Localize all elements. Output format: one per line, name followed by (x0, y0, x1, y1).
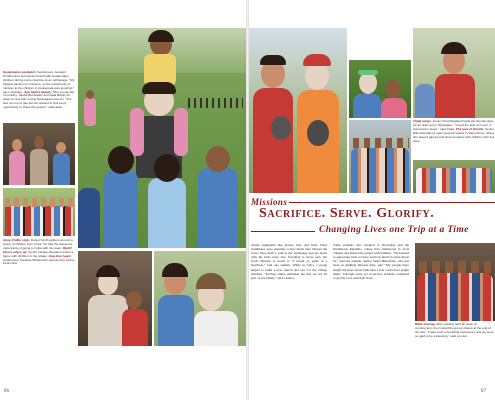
caption-lead: Age before beauty. (24, 89, 52, 94)
headline-rule (289, 202, 495, 203)
photo-hug-left (78, 251, 152, 346)
caption-lead: The love of friends. (455, 126, 485, 131)
caption-text: Daniel Smith gathers around a group of children from Cuba. He had the awesome opportunity of going to Cuba with the team. (3, 239, 73, 250)
article-column-3: Some students also traveled to Nicaragua and the Dominican Republic, where they ministered in local villages and shared the gospel with families. "We learned to appreciate what we have and how much God has given us," said one student. Senior Sasha Benavidez, who has been on multiple mission trips, said "The people there taught me more about faith than I ever could have taught them." Through every act of service, students continued to glorify God with their lives. (333, 243, 409, 280)
figure (271, 116, 291, 140)
main-person (142, 82, 176, 94)
main-person (130, 108, 144, 156)
figure (12, 139, 22, 151)
figure (196, 273, 226, 289)
child-figure (206, 146, 230, 172)
cap-hat (303, 54, 331, 66)
right-page (249, 0, 495, 400)
figure (9, 151, 25, 185)
photo-kids-sharing (349, 120, 411, 193)
section-label: Missions (251, 197, 288, 207)
figure-group (416, 168, 492, 193)
figure (158, 295, 194, 346)
caption-lead: Right! Here's who's up. (3, 245, 72, 254)
left-page (0, 0, 247, 400)
article-column-2: donate equipment like gloves, bats, and balls. Their teammates were amazing at how much they blessed the town. They built a wall in the orphanage and ate lunch with the kids every day. Traveling is never easy but God's mission is worth it. "I would go again in a heartbeat," said one student. While in Cuba, a group helped to build a new church and care for the village children. "Serving others reminded me that we are all part of one family," said a senior. (251, 243, 327, 280)
photo-main-guatemala (78, 28, 247, 248)
caption-text: Sophomore Jessalyn Prudhomme surrounds herself with Guatemalan children during some playtime at an orphanage. "My biggest passion is missions, so the opportunity to minister to the children in Guatemala was amazing," says Jessalyn. (3, 71, 75, 94)
child-figure (86, 90, 94, 99)
figure (305, 62, 329, 90)
figure (126, 291, 142, 309)
caption-text: Senior Marcella Ramos spent several weeks in Sapo Pinos, where she played games and shared stories with children who live there. (413, 126, 495, 143)
child-figure (154, 154, 180, 182)
figure (359, 72, 377, 94)
figure-row (5, 206, 73, 236)
figure (56, 142, 66, 153)
subtitle-rule (251, 231, 315, 232)
child-figure (108, 146, 134, 174)
figure (441, 42, 467, 54)
figure (30, 149, 48, 185)
caption-text: After reading hard all week on construction, the Costa Rica group shares at the end of the day. "It was such a humbling experience and we were so glad to be a blessing," said a junior. (415, 323, 494, 338)
headline-subtitle: Changing Lives one Trip at a Time (319, 225, 469, 235)
caption-left-top (3, 71, 75, 123)
figure-row (417, 273, 493, 321)
figure (34, 136, 44, 149)
child-figure (148, 178, 186, 248)
figure (353, 94, 381, 118)
figure (385, 80, 401, 98)
caption-lead: Bible sharing. (415, 323, 436, 326)
photo-team-cuba (3, 188, 75, 236)
caption-text: Sophomore Carolina Whitesmith spends time with a local child. (3, 257, 75, 266)
figure (122, 309, 148, 346)
headband (358, 70, 378, 75)
figure (415, 84, 435, 118)
photo-girl-headband (349, 60, 411, 118)
child-figure (84, 98, 96, 126)
figure (194, 311, 238, 346)
caption-lead: Triple wings. (413, 120, 432, 123)
figure (53, 153, 70, 185)
photo-kids-portrait (413, 28, 495, 118)
caption-text: After a long day of ministry, Sasha Benavidez and Jada Banks sit down to rest with a local Nicaraguan woman. "Our feet ran out of gas but we wanted to find every opportunity to share the gospel," said Jada. (3, 89, 75, 110)
caption-right-bottom (415, 323, 495, 363)
figure (435, 74, 475, 118)
child-figure (104, 170, 138, 248)
caption-left-bottom (3, 239, 75, 297)
child-figure (78, 188, 100, 248)
photo-team-guys (249, 28, 347, 193)
page-number-right: 87 (481, 389, 486, 394)
photo-bible-sharing (415, 243, 495, 321)
caption-right-top (413, 120, 495, 158)
figure (162, 263, 188, 277)
photo-group-nicaragua (3, 123, 75, 185)
figure (307, 120, 329, 146)
figure (381, 98, 407, 118)
page-number-left: 86 (4, 389, 9, 394)
headline-title: Sacrifice. Serve. Glorify. (259, 206, 435, 221)
figure-group (351, 148, 409, 193)
figure-heads (419, 261, 491, 273)
caption-text: Senior Lindsey Benjamin plays a game with children in the village. (3, 249, 74, 258)
photo-hug-right (154, 251, 247, 346)
figure-heads (5, 198, 73, 207)
child-figure (198, 168, 238, 248)
figure (253, 88, 293, 193)
photo-group-small (413, 160, 495, 193)
distant-people (188, 98, 243, 108)
main-person (174, 108, 188, 156)
figure-heads (353, 138, 409, 148)
caption-text: Junior Chad Ragland holds the favorite glow for an older girl in Nicaragua. "I loved the kids so much, it was hard to leave," said Chad. (413, 120, 494, 131)
caption-lead: Anne Chiller style. (3, 239, 30, 242)
caption-lead: Hug time hugs! (48, 253, 72, 258)
figure (96, 265, 120, 277)
figure (260, 55, 286, 65)
caption-lead: Guatemalan sandwich. (3, 71, 37, 74)
